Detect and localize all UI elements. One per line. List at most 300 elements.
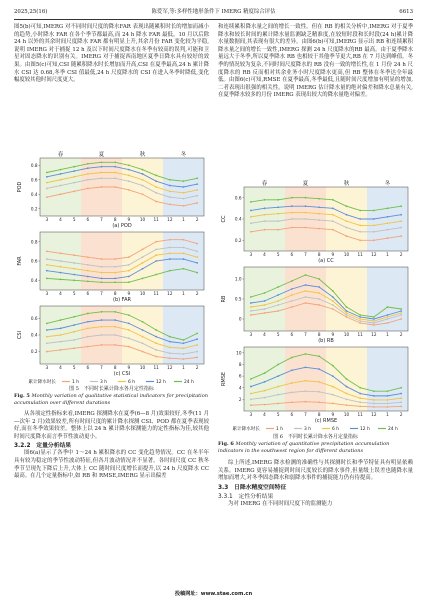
data-point (318, 213, 320, 215)
data-point (73, 274, 75, 276)
data-point (169, 179, 171, 181)
data-point (73, 166, 75, 168)
data-point (155, 249, 157, 251)
data-point (250, 404, 252, 406)
data-point (264, 229, 266, 231)
data-point (183, 268, 185, 270)
data-point (183, 239, 185, 241)
subsection-heading: 3.3.1 定性分析结果 (218, 493, 274, 500)
footer-url: 投稿网址：www.stae.com.cn (174, 591, 253, 597)
data-point (332, 300, 334, 302)
data-point (87, 280, 89, 282)
data-point (73, 268, 75, 270)
y-tick-label: 1.0 (234, 276, 242, 282)
data-point (250, 201, 252, 203)
legend-label: 1 h (276, 427, 283, 432)
data-point (277, 229, 279, 231)
running-header (14, 6, 413, 18)
data-point (277, 220, 279, 222)
data-point (155, 254, 157, 256)
panel-label: (a) POD (112, 223, 132, 229)
data-point (183, 358, 185, 360)
data-point (277, 294, 279, 296)
data-point (155, 260, 157, 262)
data-point (73, 331, 75, 333)
data-point (250, 222, 252, 224)
x-tick-label: 1 (182, 291, 185, 296)
data-point (128, 164, 130, 166)
data-point (183, 353, 185, 355)
data-point (169, 341, 171, 343)
data-point (46, 278, 48, 280)
paragraph: 从各项定性指标来看,IMERG 探测降水在夏季(6—8 月)效果较好,冬季(11 月—次年 2 月)效果较差,所有时间尺度的累计降水探测 CSI、POD 都在夏季表现较好,而在冬季效果较差。整体上以 24 h 累计降水探测能力的定性指标为佳,较其他时间尺度降水而言季节性波动更小。 (14, 411, 209, 440)
x-tick-label: 4 (263, 252, 266, 257)
data-point (250, 310, 252, 312)
data-point (359, 218, 361, 220)
data-point (387, 322, 389, 324)
x-tick-label: 1 (386, 332, 389, 337)
data-point (387, 237, 389, 239)
data-point (373, 320, 375, 322)
data-point (373, 316, 375, 318)
data-point (346, 314, 348, 316)
data-point (101, 258, 103, 260)
data-point (332, 220, 334, 222)
data-point (250, 216, 252, 218)
season-label: 秋 (139, 152, 146, 158)
panel-label: (b) FAR (113, 297, 131, 303)
x-tick-label: 3 (45, 365, 49, 370)
data-point (400, 397, 402, 399)
data-point (46, 329, 48, 331)
data-point (332, 375, 334, 377)
data-point (373, 399, 375, 401)
data-point (114, 326, 116, 328)
data-point (346, 310, 348, 312)
data-point (305, 401, 307, 403)
data-point (373, 318, 375, 320)
data-point (73, 262, 75, 264)
data-point (305, 390, 307, 392)
legend-label: 12 h (156, 380, 166, 385)
data-point (128, 189, 130, 191)
data-point (101, 161, 103, 163)
data-point (169, 252, 171, 254)
data-point (87, 264, 89, 266)
x-tick-label: 9 (127, 365, 131, 370)
data-point (183, 205, 185, 207)
y-axis-label: FAR (17, 256, 23, 266)
data-point (60, 278, 62, 280)
data-point (114, 266, 116, 268)
season-label: 秋 (343, 181, 350, 187)
data-point (291, 306, 293, 308)
data-point (73, 190, 75, 192)
data-point (318, 401, 320, 403)
legend-label: 6 h (128, 380, 135, 385)
data-point (128, 169, 130, 171)
legend-label: 1 h (72, 380, 79, 385)
data-point (73, 279, 75, 281)
data-point (277, 199, 279, 201)
data-point (46, 250, 48, 252)
figure-5-caption (14, 386, 209, 407)
data-point (318, 391, 320, 393)
data-point (155, 175, 157, 177)
data-point (359, 393, 361, 395)
data-point (250, 378, 252, 380)
x-tick-label: 8 (113, 365, 117, 370)
data-point (114, 177, 116, 179)
data-point (196, 344, 198, 346)
data-point (196, 202, 198, 204)
data-point (60, 272, 62, 274)
data-point (142, 179, 144, 181)
data-point (128, 329, 130, 331)
data-point (196, 195, 198, 197)
data-point (332, 403, 334, 405)
x-tick-label: 1 (386, 412, 389, 417)
data-point (291, 227, 293, 229)
data-point (114, 334, 116, 336)
data-point (183, 247, 185, 249)
data-point (114, 166, 116, 168)
data-point (142, 336, 144, 338)
data-point (305, 380, 307, 382)
data-point (46, 351, 48, 353)
data-point (318, 286, 320, 288)
right-column-top (218, 24, 413, 100)
data-point (318, 198, 320, 200)
x-tick-label: 2 (195, 217, 199, 222)
y-axis-label: RB (221, 295, 227, 303)
x-tick-label: 9 (127, 291, 131, 296)
data-point (305, 274, 307, 276)
data-point (155, 241, 157, 243)
x-tick-label: 9 (331, 412, 335, 417)
x-tick-label: 9 (127, 217, 131, 222)
x-tick-label: 9 (331, 332, 335, 337)
data-point (155, 342, 157, 344)
data-point (155, 336, 157, 338)
data-point (346, 316, 348, 318)
header-volume: 2025,25(16) (14, 9, 48, 15)
legend-title: 累计降水时长 (232, 427, 260, 432)
data-point (250, 314, 252, 316)
data-point (359, 401, 361, 403)
x-tick-label: 8 (317, 332, 321, 337)
x-tick-label: 9 (331, 252, 335, 257)
season-band (367, 347, 408, 411)
data-point (387, 403, 389, 405)
data-point (387, 222, 389, 224)
data-point (346, 378, 348, 380)
data-point (142, 329, 144, 331)
data-point (101, 177, 103, 179)
data-point (101, 172, 103, 174)
season-label: 春 (261, 181, 268, 187)
data-point (46, 172, 48, 174)
data-point (114, 281, 116, 283)
data-point (87, 346, 89, 348)
data-point (73, 347, 75, 349)
figure-6-caption (218, 434, 413, 455)
data-point (373, 239, 375, 241)
panel-label: (b) RB (318, 338, 334, 344)
data-point (277, 286, 279, 288)
data-point (346, 393, 348, 395)
data-point (387, 207, 389, 209)
season-band (244, 187, 285, 251)
header-rule (14, 19, 413, 20)
data-point (183, 339, 185, 341)
data-point (196, 256, 198, 258)
y-tick-label: 0.5 (234, 296, 242, 302)
data-point (332, 304, 334, 306)
data-point (128, 281, 130, 283)
data-point (332, 386, 334, 388)
x-tick-label: 10 (343, 252, 350, 257)
data-point (277, 375, 279, 377)
x-tick-label: 8 (113, 291, 117, 296)
data-point (128, 256, 130, 258)
data-point (155, 192, 157, 194)
data-point (60, 179, 62, 181)
data-point (196, 356, 198, 358)
data-point (128, 264, 130, 266)
data-point (101, 266, 103, 268)
data-point (264, 390, 266, 392)
data-point (359, 405, 361, 407)
data-point (277, 206, 279, 208)
x-tick-label: 3 (249, 252, 253, 257)
data-point (291, 205, 293, 207)
data-point (169, 270, 171, 272)
data-point (73, 170, 75, 172)
y-tick-label: 0.6 (30, 258, 38, 264)
data-point (277, 310, 279, 312)
data-point (305, 302, 307, 304)
data-point (46, 196, 48, 198)
x-tick-label: 10 (343, 412, 350, 417)
panel-label: (a) CC (318, 258, 334, 264)
x-tick-label: 7 (304, 412, 307, 417)
y-tick-label: 0.2 (234, 237, 242, 243)
data-point (128, 323, 130, 325)
data-point (196, 189, 198, 191)
x-tick-label: 11 (357, 332, 363, 337)
data-point (373, 324, 375, 326)
data-point (373, 218, 375, 220)
figure-5-caption-en: Monthly variation of qualitative statistical indicators for precipitation accumulation over different durations (14, 393, 209, 406)
data-point (400, 310, 402, 312)
x-tick-label: 6 (290, 332, 294, 337)
data-point (305, 366, 307, 368)
x-tick-label: 10 (139, 365, 146, 370)
data-point (264, 372, 266, 374)
data-point (318, 228, 320, 230)
data-point (101, 326, 103, 328)
data-point (101, 344, 103, 346)
y-tick-label: 0.4 (234, 216, 242, 222)
data-point (332, 394, 334, 396)
data-point (128, 175, 130, 177)
data-point (114, 311, 116, 313)
data-point (155, 186, 157, 188)
data-point (373, 225, 375, 227)
data-point (277, 364, 279, 366)
data-point (46, 264, 48, 266)
data-point (250, 302, 252, 304)
data-point (346, 220, 348, 222)
x-tick-label: 12 (167, 365, 173, 370)
data-point (60, 319, 62, 321)
data-point (101, 311, 103, 313)
data-point (155, 356, 157, 358)
data-point (169, 185, 171, 187)
data-point (305, 218, 307, 220)
data-point (332, 290, 334, 292)
data-point (155, 201, 157, 203)
data-point (359, 320, 361, 322)
data-point (277, 403, 279, 405)
y-tick-label: 0.6 (30, 177, 38, 183)
data-point (101, 319, 103, 321)
figure-5-label: Fig. 5 (14, 393, 30, 399)
x-tick-label: 5 (276, 412, 280, 417)
data-point (60, 334, 62, 336)
data-point (400, 387, 402, 389)
paragraph: 综上所述,IMERG 降水检测的准确性与其探测时长和季节特征具有明显依赖关系。IMERG 更容易捕捉到时间尺度较长的降水事件,但量级上误差也随降水量增加而增大,对冬季固态降水和弱降水事件的捕捉能力仍有待提高。 (218, 460, 413, 482)
data-point (87, 173, 89, 175)
data-point (346, 404, 348, 406)
data-point (250, 296, 252, 298)
x-tick-label: 12 (167, 291, 173, 296)
header-title: 陈爱军,等:多样性地形条件下 IMERG 精度综合评估 (151, 9, 276, 15)
data-point (46, 258, 48, 260)
data-point (46, 182, 48, 184)
x-tick-label: 3 (45, 217, 49, 222)
data-point (277, 394, 279, 396)
data-point (114, 272, 116, 274)
x-tick-label: 4 (59, 365, 62, 370)
legend-title: 累计降水时长 (28, 380, 56, 385)
paragraph: 和连续累积降水量之间的增长一致性。但在 RB 的相关分析中,IMERG 对于夏季降水和较长时间的累计降水量监测缺乏精准度,在较短时段和长时段(24 h)累计降水量数据间,其表现有很大的差异。由图6(b)可知,IMERG 显示出 RB 和连续累积降水量之间的增长一致性,IMERG 探测 24 h 尺度降水的RB 最高。由于夏季降水量远大于冬季,所以夏季降水 RB 也相较于其他季节更大,RB 在 7 月达到峰值。冬季的情况较为复杂,不同时间尺度降水的 RB 没有一致的增长性,在 1 月份 24 h 尺度降水的 RB 反而相对其余业务小时尺度降水更高,但 RB 整体在冬季达全年最低。由图6(c)可知,RMSE 在夏季最高,冬季最低,且随时间尺度增加有明显的增加,二者表现出很强的相关性。说明 IMERG 估计降水量的绝对偏差和降水总量有关,在夏季降水较多的月份 IMERG 表现出较大的降水量绝对偏差。 (218, 24, 413, 99)
data-point (114, 344, 116, 346)
data-point (264, 214, 266, 216)
data-point (264, 308, 266, 310)
data-point (373, 322, 375, 324)
data-point (400, 235, 402, 237)
data-point (250, 306, 252, 308)
data-point (169, 336, 171, 338)
data-point (169, 196, 171, 198)
data-point (400, 393, 402, 395)
data-point (46, 270, 48, 272)
data-point (346, 386, 348, 388)
data-point (169, 190, 171, 192)
data-point (264, 404, 266, 406)
y-tick-label: 6 (238, 373, 242, 379)
data-point (183, 258, 185, 260)
data-point (196, 177, 198, 179)
data-point (142, 185, 144, 187)
paragraph: 图6(a)显示了各季中 1～24 h 累积降水的 CC 变化趋势情况。CC 在冬半年具有较为稳定的季节性波动特征,但各月波动情况并不显著。各时间尺度 CC 秋冬季节呈现先下降后上升,大体上 CC 随时间尺度增长而提升,以 24 h 尺度降水 CC 最高。在几个定量指标中,如 RB 和 RMSE,IMERG 显示出偏差 (14, 450, 209, 480)
data-point (142, 342, 144, 344)
data-point (332, 214, 334, 216)
data-point (169, 239, 171, 241)
y-tick-label: 0.6 (234, 195, 242, 201)
data-point (346, 306, 348, 308)
data-point (196, 338, 198, 340)
data-point (60, 266, 62, 268)
data-point (332, 199, 334, 201)
data-point (114, 258, 116, 260)
data-point (318, 278, 320, 280)
data-point (250, 393, 252, 395)
data-point (359, 387, 361, 389)
data-point (305, 205, 307, 207)
data-point (73, 339, 75, 341)
data-point (373, 231, 375, 233)
data-point (291, 197, 293, 199)
data-point (291, 357, 293, 359)
season-label: 冬 (384, 181, 391, 187)
data-point (359, 231, 361, 233)
y-tick-label: 2 (238, 396, 242, 402)
data-point (114, 161, 116, 163)
data-point (155, 274, 157, 276)
data-point (359, 397, 361, 399)
paragraph: 为对 IMERG 在不同时间尺度下的监测能力 (228, 500, 333, 507)
data-point (346, 227, 348, 229)
data-point (183, 252, 185, 254)
data-point (291, 212, 293, 214)
data-point (183, 198, 185, 200)
data-point (373, 406, 375, 408)
figure-6 (218, 177, 413, 434)
x-tick-label: 6 (86, 365, 90, 370)
x-tick-label: 11 (153, 291, 159, 296)
data-point (264, 397, 266, 399)
data-point (128, 270, 130, 272)
x-tick-label: 1 (182, 365, 185, 370)
right-column-bottom (218, 460, 413, 508)
data-point (332, 296, 334, 298)
data-point (291, 391, 293, 393)
data-point (114, 186, 116, 188)
data-point (387, 318, 389, 320)
data-point (87, 336, 89, 338)
data-point (400, 308, 402, 310)
data-point (277, 300, 279, 302)
y-tick-label: 0.8 (30, 162, 38, 168)
x-tick-label: 2 (399, 252, 403, 257)
y-axis-label: RMSE (221, 371, 227, 387)
y-tick-label: 0.2 (30, 349, 38, 355)
data-point (142, 249, 144, 251)
data-point (305, 284, 307, 286)
data-point (264, 207, 266, 209)
data-point (318, 355, 320, 357)
data-point (87, 321, 89, 323)
data-point (305, 197, 307, 199)
x-tick-label: 5 (72, 291, 76, 296)
data-point (277, 386, 279, 388)
data-point (400, 318, 402, 320)
data-point (142, 278, 144, 280)
data-point (46, 176, 48, 178)
